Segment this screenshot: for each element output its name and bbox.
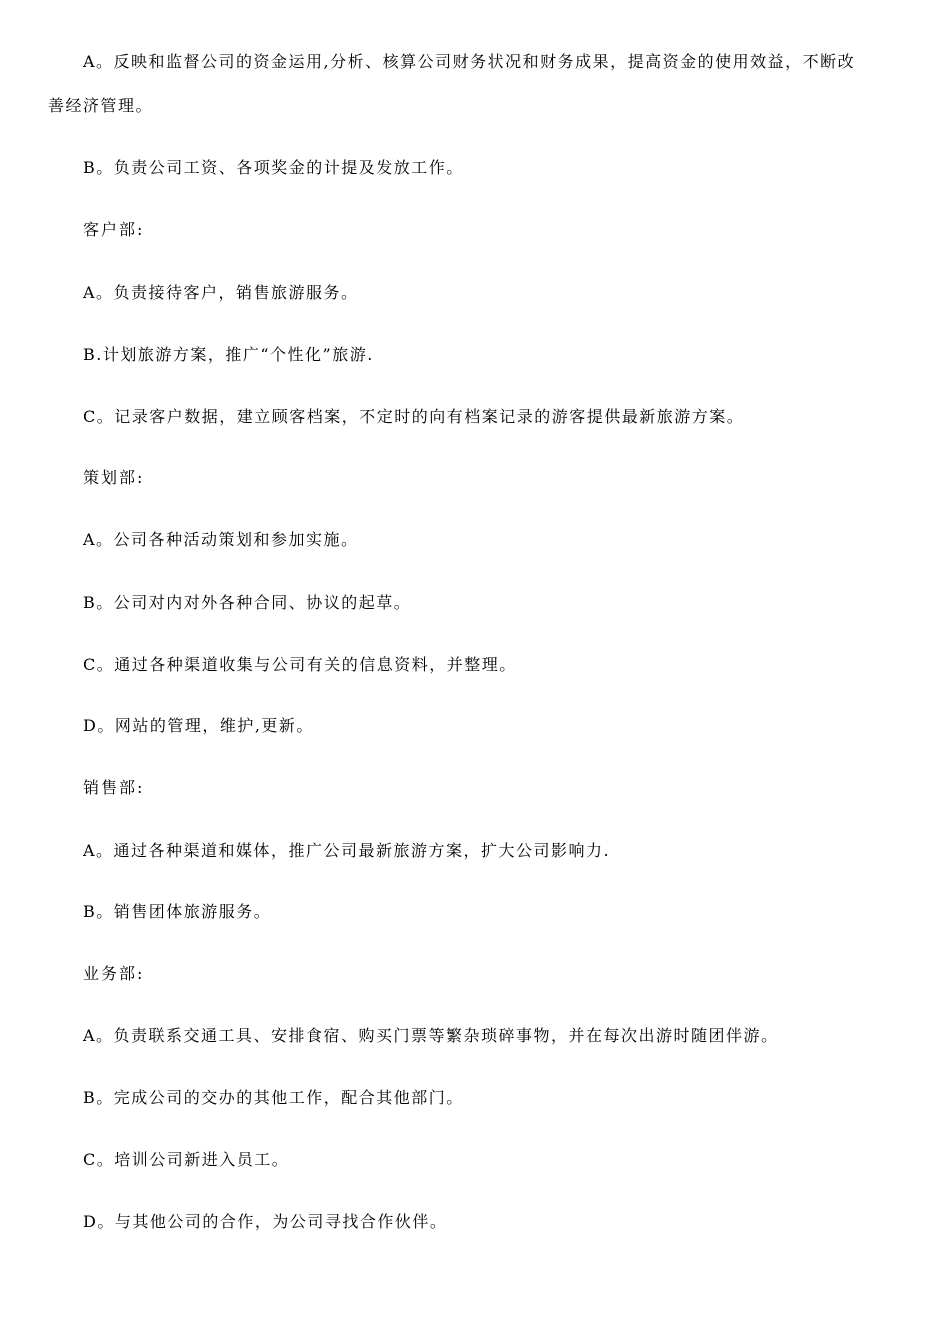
customer-item-c: C。记录客户数据，建立顾客档案，不定时的向有档案记录的游客提供最新旅游方案。 — [83, 407, 745, 426]
finance-item-a-line1: A。反映和监督公司的资金运用,分析、核算公司财务状况和财务成果，提高资金的使用效益，不断改 — [83, 52, 856, 71]
customer-dept-heading: 客户部: — [83, 220, 145, 239]
sales-item-b: B。销售团体旅游服务。 — [83, 902, 272, 921]
planning-item-d: D。网站的管理，维护,更新。 — [83, 716, 314, 735]
business-item-d: D。与其他公司的合作，为公司寻找合作伙伴。 — [83, 1212, 448, 1231]
planning-dept-heading: 策划部: — [83, 468, 145, 487]
business-dept-heading: 业务部: — [83, 964, 145, 983]
sales-item-a: A。通过各种渠道和媒体，推广公司最新旅游方案，扩大公司影响力. — [83, 841, 611, 860]
customer-item-b: B.计划旅游方案，推广“个性化”旅游. — [83, 345, 374, 364]
planning-item-a: A。公司各种活动策划和参加实施。 — [83, 530, 359, 549]
business-item-a: A。负责联系交通工具、安排食宿、购买门票等繁杂琐碎事物，并在每次出游时随团伴游。 — [83, 1026, 779, 1045]
business-item-c: C。培训公司新进入员工。 — [83, 1150, 290, 1169]
customer-item-a: A。负责接待客户，销售旅游服务。 — [83, 283, 359, 302]
sales-dept-heading: 销售部: — [83, 778, 145, 797]
business-item-b: B。完成公司的交办的其他工作，配合其他部门。 — [83, 1088, 464, 1107]
planning-item-c: C。通过各种渠道收集与公司有关的信息资料，并整理。 — [83, 655, 517, 674]
finance-item-a-line2: 善经济管理。 — [48, 96, 154, 115]
finance-item-b: B。负责公司工资、各项奖金的计提及发放工作。 — [83, 158, 464, 177]
planning-item-b: B。公司对内对外各种合同、协议的起草。 — [83, 593, 412, 612]
